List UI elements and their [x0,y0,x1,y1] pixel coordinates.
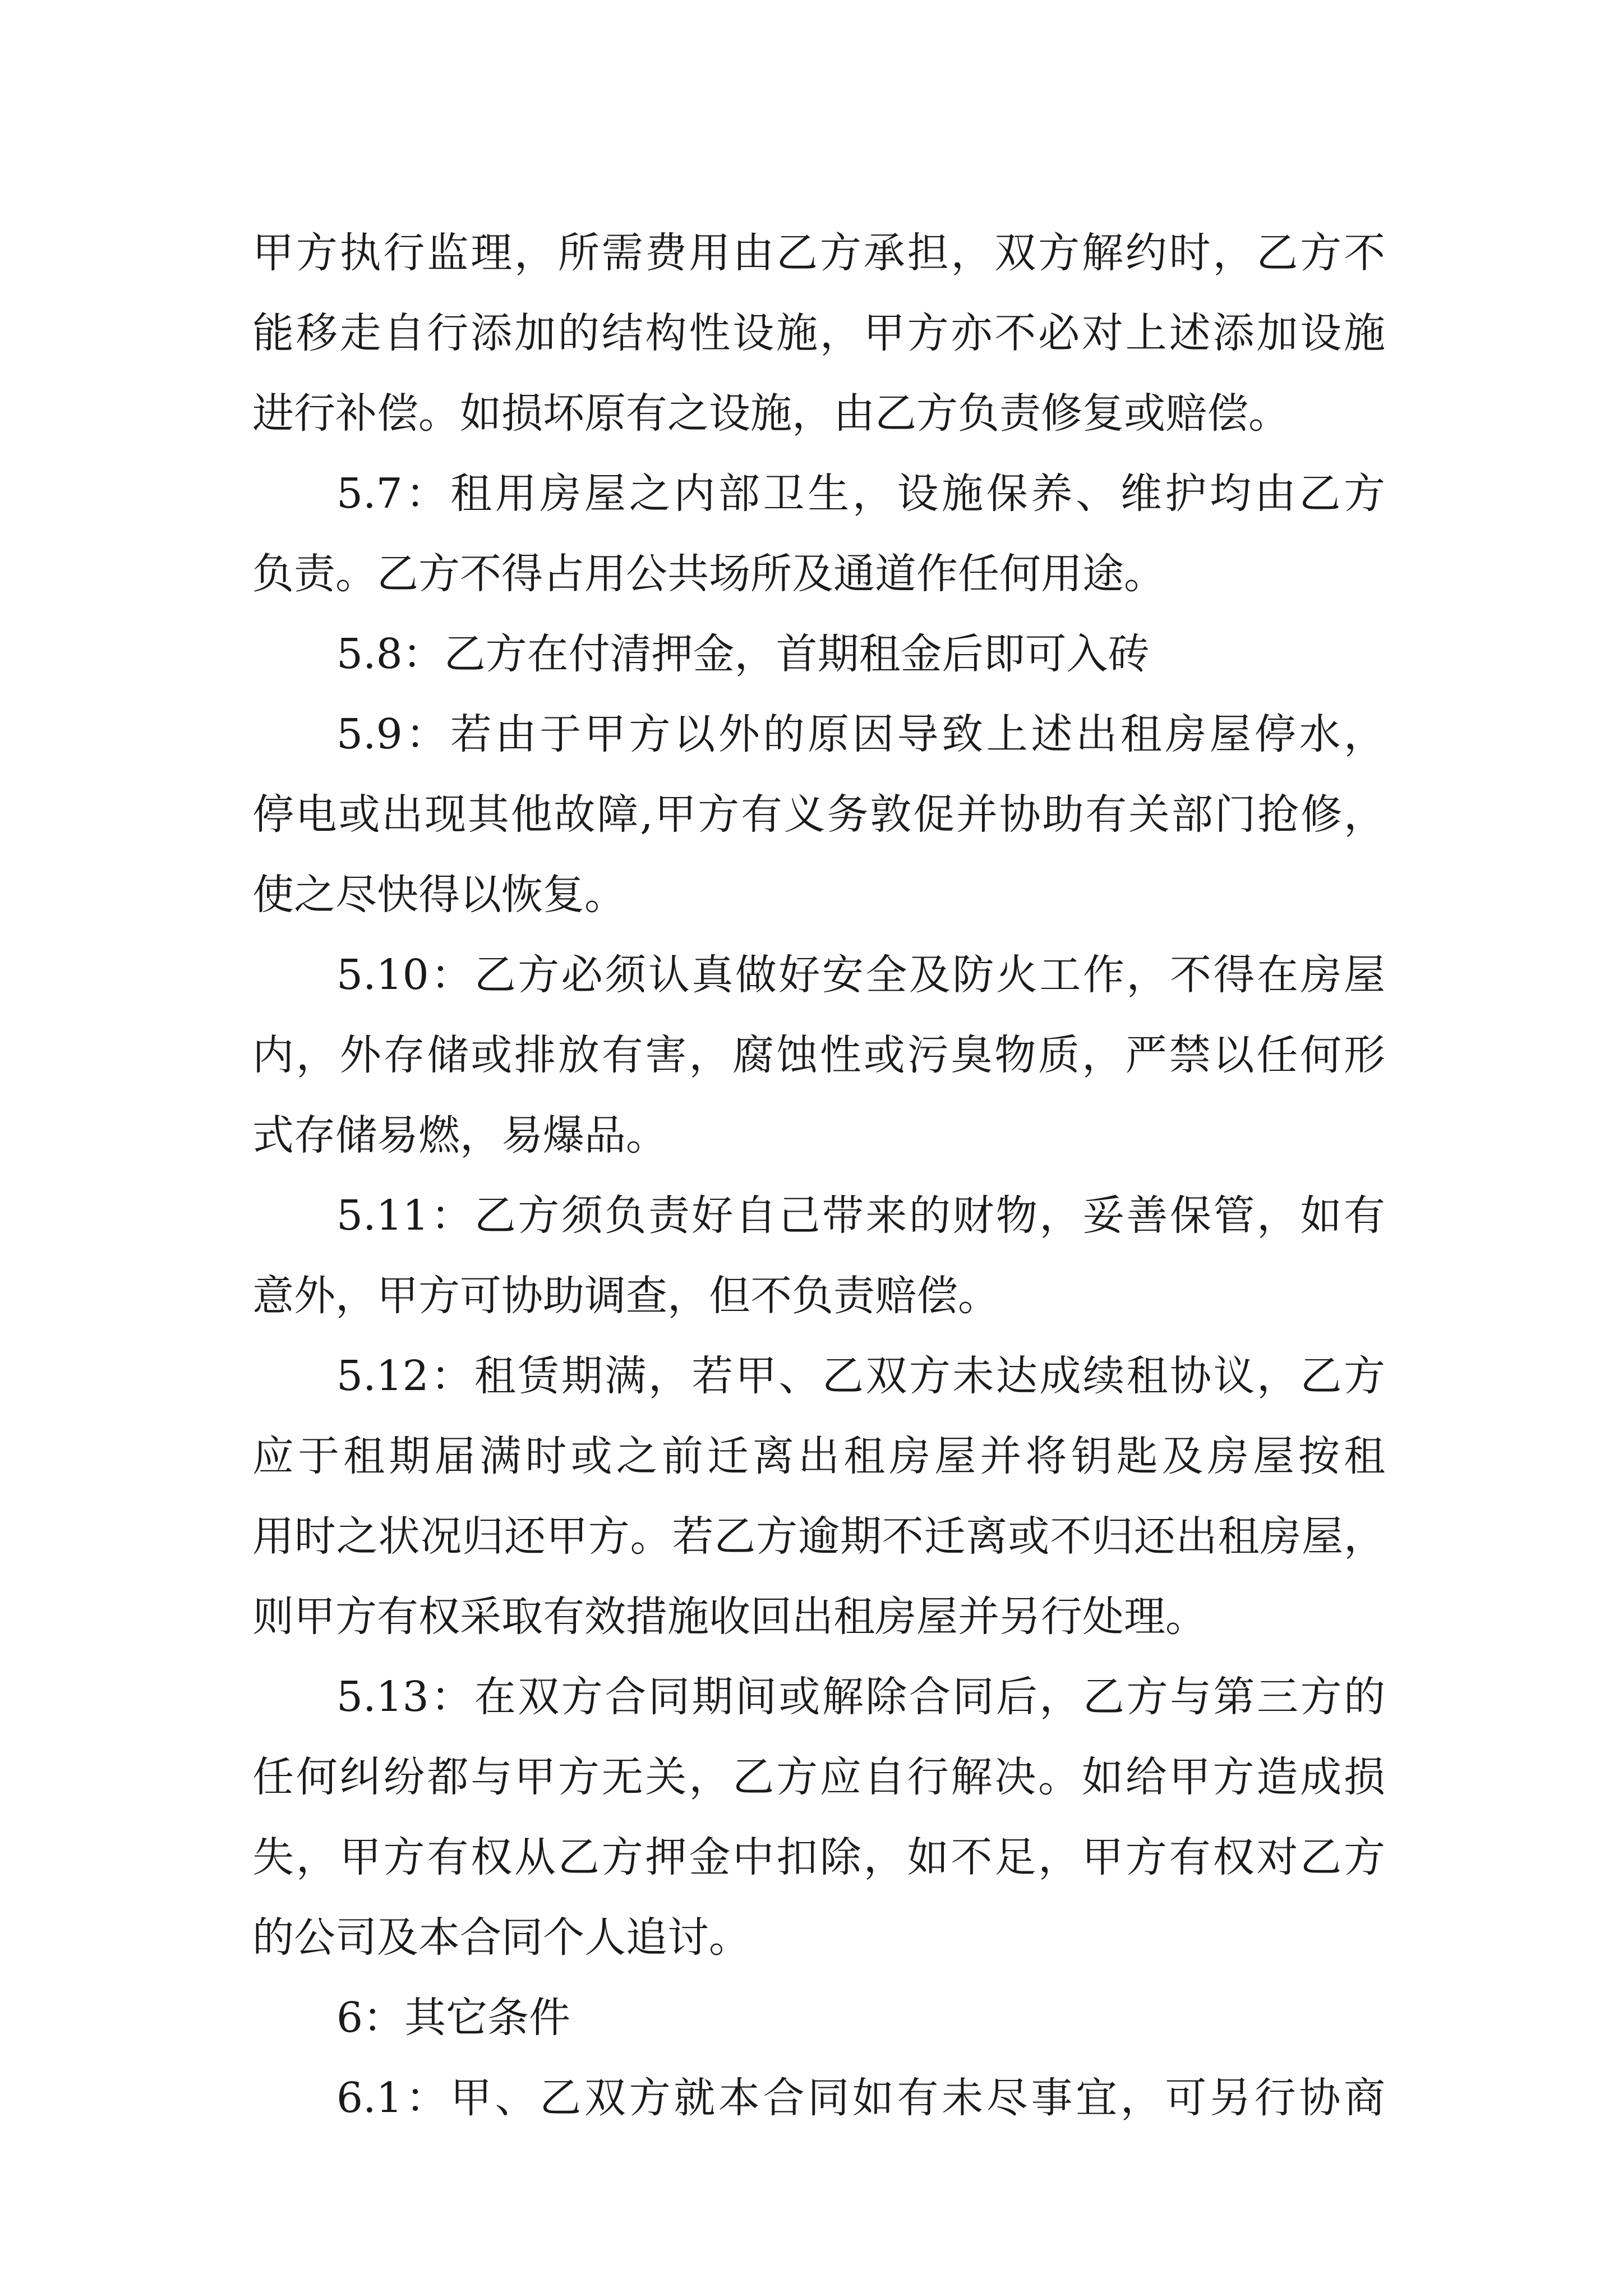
text-line: 用时之状况归还甲方。若乙方逾期不迁离或不归还出租房屋， [252,1512,1385,1561]
clause-5-8: 5.8：乙方在付清押金，首期租金后即可入砖 [336,630,1150,678]
text-line: 使之尽快得以恢复。 [252,871,626,919]
clause-6-1: 6.1：甲、乙双方就本合同如有未尽事宜，可另行协商 [336,2074,1385,2122]
text-line: 失，甲方有权从乙方押金中扣除，如不足，甲方有权对乙方 [252,1833,1385,1881]
text-line: 任何纠纷都与甲方无关，乙方应自行解决。如给甲方造成损 [252,1753,1385,1801]
text-line: 内，外存储或排放有害，腐蚀性或污臭物质，严禁以任何形 [252,1031,1385,1079]
text-line: 能移走自行添加的结构性设施，甲方亦不必对上述添加设施 [252,309,1385,357]
text-line: 停电或出现其他故障,甲方有义务敦促并协助有关部门抢修， [252,790,1385,839]
clause-5-11: 5.11：乙方须负责好自己带来的财物，妥善保管，如有 [336,1191,1385,1240]
text-line: 式存储易燃，易爆品。 [252,1111,667,1159]
text-line: 进行补偿。如损坏原有之设施，由乙方负责修复或赔偿。 [252,389,1290,438]
text-line: 负责。乙方不得占用公共场所及通道作任何用途。 [252,550,1165,598]
text-line: 应于租期届满时或之前迁离出租房屋并将钥匙及房屋按租 [252,1432,1385,1480]
section-6-heading: 6：其它条件 [336,1994,571,2042]
clause-5-13: 5.13：在双方合同期间或解除合同后，乙方与第三方的 [336,1673,1385,1721]
text-line: 则甲方有权采取有效措施收回出租房屋并另行处理。 [252,1593,1207,1641]
text-line: 甲方执行监理，所需费用由乙方承担，双方解约时，乙方不 [252,229,1385,277]
clause-5-12: 5.12：租赁期满，若甲、乙双方未达成续租协议，乙方 [336,1352,1385,1400]
clause-5-9: 5.9：若由于甲方以外的原因导致上述出租房屋停水， [336,710,1385,758]
text-line: 的公司及本合同个人追讨。 [252,1913,750,1962]
text-line: 意外，甲方可协助调查，但不负责赔偿。 [252,1272,999,1320]
clause-5-10: 5.10：乙方必须认真做好安全及防火工作，不得在房屋 [336,951,1385,999]
contract-text [252,213,1385,2138]
clause-5-7: 5.7：租用房屋之内部卫生，设施保养、维护均由乙方 [336,470,1385,518]
